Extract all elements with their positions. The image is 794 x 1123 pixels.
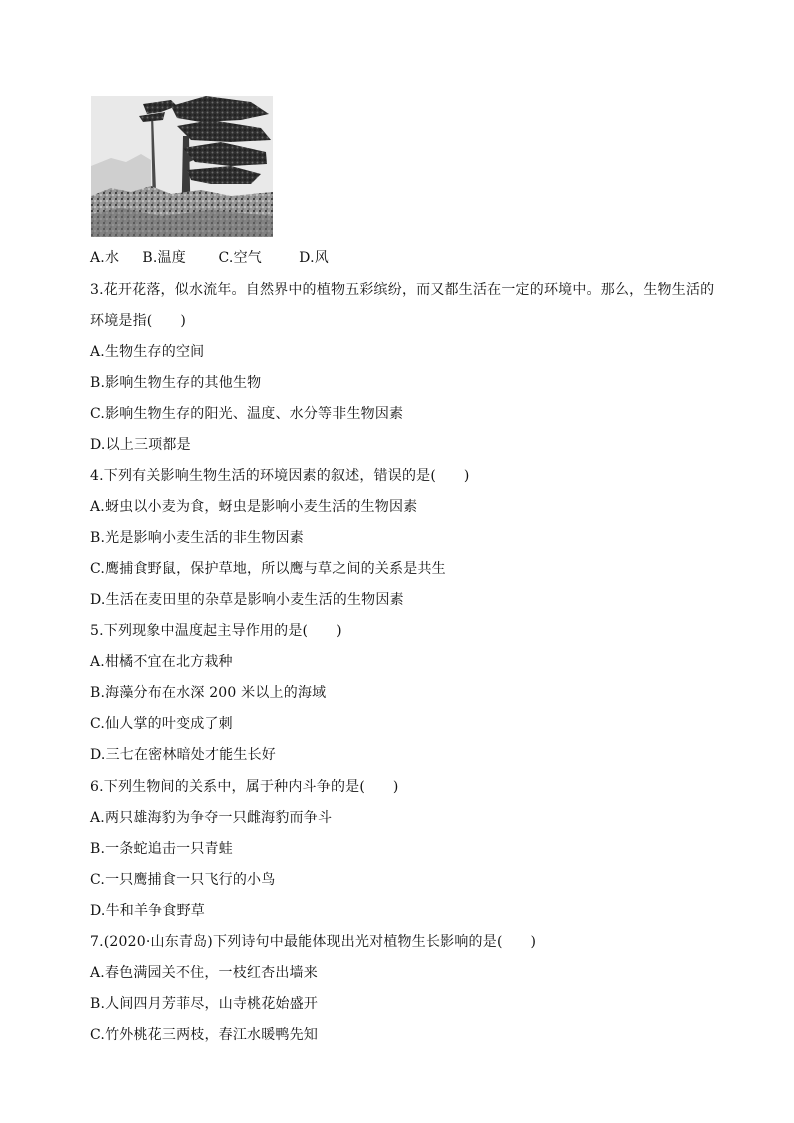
q3-option-b: B.影响生物生存的其他生物 — [90, 375, 262, 391]
q3-option-c: C.影响生物生存的阳光、温度、水分等非生物因素 — [90, 406, 404, 422]
pine-tree-photo-icon — [91, 96, 273, 237]
q5-option-a: A.柑橘不宜在北方栽种 — [90, 654, 233, 670]
q4-option-b: B.光是影响小麦生活的非生物因素 — [90, 530, 304, 546]
q7-option-c: C.竹外桃花三两枝，春江水暖鸭先知 — [90, 1027, 319, 1043]
q4-option-c: C.鹰捕食野鼠，保护草地，所以鹰与草之间的关系是共生 — [90, 561, 446, 577]
q2-options: A.水 B.温度 C.空气 D.风 — [90, 250, 329, 266]
q5-option-c: C.仙人掌的叶变成了刺 — [90, 716, 233, 732]
q5-stem: 5.下列现象中温度起主导作用的是( ) — [90, 623, 342, 639]
q7-option-a: A.春色满园关不住，一枝红杏出墙来 — [90, 965, 318, 981]
q7-option-b: B.人间四月芳菲尽，山寺桃花始盛开 — [90, 996, 319, 1012]
q5-option-d: D.三七在密林暗处才能生长好 — [90, 747, 276, 763]
q6-stem: 6.下列生物间的关系中，属于种内斗争的是( ) — [90, 779, 399, 795]
q3-stem-line1: 3.花开花落，似水流年。自然界中的植物五彩缤纷，而又都生活在一定的环境中。那么，生物生活的 — [90, 282, 715, 298]
q3-option-d: D.以上三项都是 — [90, 437, 191, 453]
q3-option-a: A.生物生存的空间 — [90, 344, 205, 360]
q6-option-c: C.一只鹰捕食一只飞行的小鸟 — [90, 872, 276, 888]
q6-option-d: D.牛和羊争食野草 — [90, 903, 205, 919]
q7-stem: 7.(2020·山东青岛)下列诗句中最能体现出光对植物生长影响的是( ) — [90, 934, 537, 950]
q4-option-a: A.蚜虫以小麦为食，蚜虫是影响小麦生活的生物因素 — [90, 499, 418, 515]
q4-option-d: D.生活在麦田里的杂草是影响小麦生活的生物因素 — [90, 592, 404, 608]
q5-option-b: B.海藻分布在水深 200 米以上的海域 — [90, 685, 327, 701]
q6-option-a: A.两只雄海豹为争夺一只雌海豹而争斗 — [90, 810, 333, 826]
q6-option-b: B.一条蛇追击一只青蛙 — [90, 841, 233, 857]
q4-stem: 4.下列有关影响生物生活的环境因素的叙述，错误的是( ) — [90, 468, 470, 484]
q3-stem-line2: 环境是指( ) — [90, 313, 187, 329]
